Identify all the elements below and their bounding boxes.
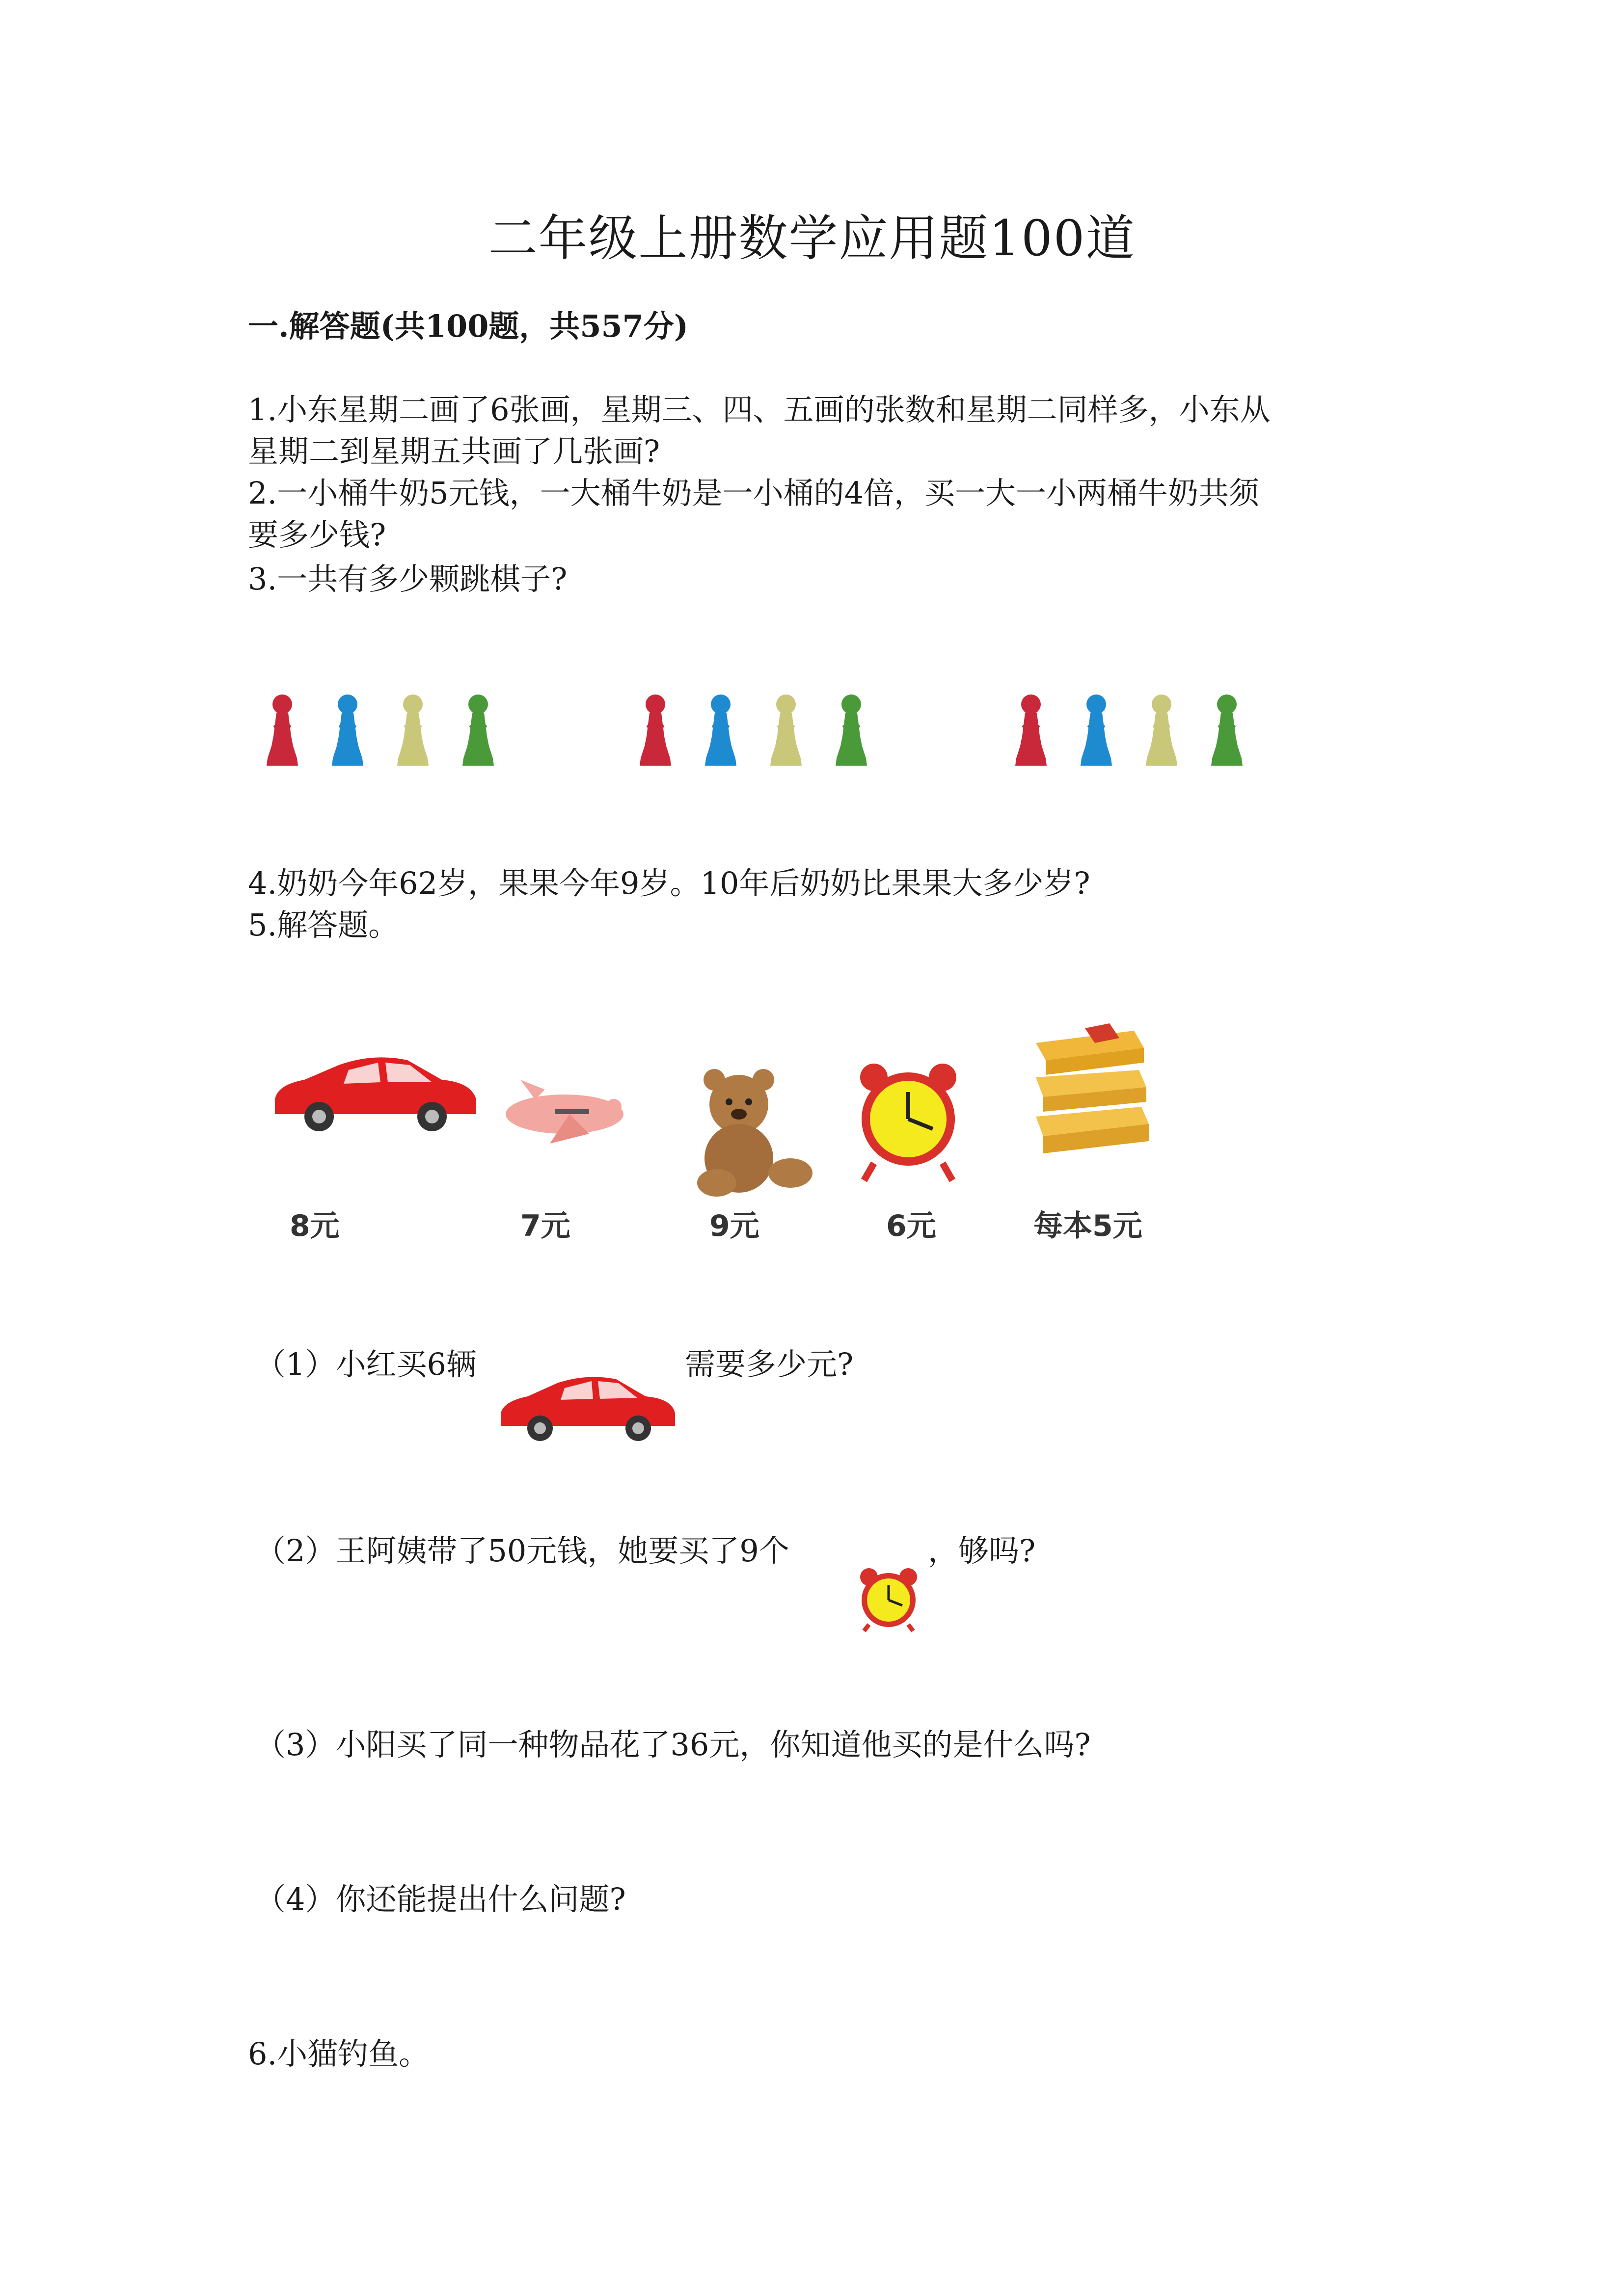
subquestion-3: （3）小阳买了同一种物品花了36元，你知道他买的是什么吗? [255,1727,1091,1762]
toy-plane-icon [506,1080,623,1144]
subquestion-2-suffix: ，够吗? [928,1533,1036,1569]
clock-price: 6元 [886,1209,936,1243]
subquestion-2-prefix: （2）王阿姨带了50元钱，她要买了9个 [255,1533,789,1569]
question-1-line-1: 1.小东星期二画了6张画，星期三、四、五画的张数和星期二同样多，小东从 [248,392,1271,427]
subquestion-1-suffix: 需要多少元? [685,1346,854,1382]
section-heading: 一.解答题(共100题，共557分) [248,308,689,344]
books-icon [1036,1023,1149,1153]
question-2-line-2: 要多少钱? [248,517,386,553]
bear-price: 9元 [709,1209,759,1243]
question-4: 4.奶奶今年62岁，果果今年9岁。10年后奶奶比果果大多少岁? [248,865,1090,901]
question-1-line-2: 星期二到星期五共画了几张画? [248,433,660,469]
car-icon [275,1057,476,1131]
plane-price: 7元 [520,1209,570,1243]
question-6: 6.小猫钓鱼。 [248,2036,430,2072]
alarm-clock-icon-small [854,1568,923,1632]
page-title: 二年级上册数学应用题100道 [488,210,1136,267]
subquestion-1-prefix: （1）小红买6辆 [255,1346,477,1382]
book-price: 每本5元 [1033,1209,1142,1243]
car-price: 8元 [290,1209,340,1243]
alarm-clock-icon [860,1064,956,1180]
subquestion-4: （4）你还能提出什么问题? [255,1881,626,1917]
teddy-bear-icon [697,1069,812,1197]
car-icon-small [501,1374,677,1443]
question-3: 3.一共有多少颗跳棋子? [248,561,568,597]
question-2-line-1: 2.一小桶牛奶5元钱，一大桶牛奶是一小桶的4倍，买一大一小两桶牛奶共须 [248,475,1260,511]
question-5: 5.解答题。 [248,907,399,943]
